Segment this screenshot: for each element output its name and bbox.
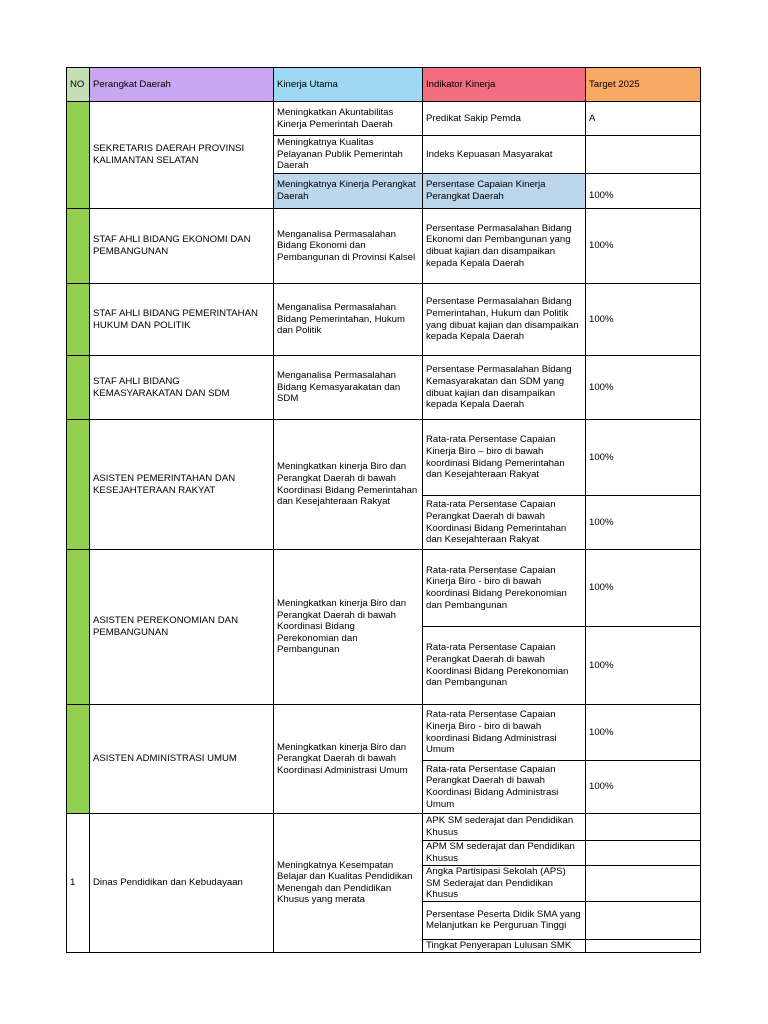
indikator-kinerja-cell: Indeks Kepuasan Masyarakat (423, 136, 586, 174)
row-number-cell (67, 209, 90, 284)
row-number-cell (67, 102, 90, 209)
target-cell: 100% (586, 761, 701, 814)
target-cell (586, 841, 701, 866)
row-number-cell: 1 (67, 814, 90, 953)
indikator-kinerja-cell: Angka Partisipasi Sekolah (APS) SM Sederajat dan Pendidikan Khusus (423, 866, 586, 902)
target-cell (586, 136, 701, 174)
indikator-kinerja-cell: Rata-rata Persentase Capaian Perangkat Daerah di bawah Koordinasi Bidang Administrasi Umum (423, 761, 586, 814)
perangkat-daerah-cell: SEKRETARIS DAERAH PROVINSI KALIMANTAN SELATAN (90, 102, 274, 209)
kinerja-utama-cell: Meningkatkan kinerja Biro dan Perangkat Daerah di bawah Koordinasi Bidang Perekonomian dan Pembangunan (274, 550, 423, 705)
table-row (67, 209, 701, 284)
indikator-kinerja-cell: Persentase Permasalahan Bidang Pemerintahan, Hukum dan Politik yang dibuat kajian dan disampaikan kepada Kepala Daerah (423, 284, 586, 356)
kinerja-utama-cell: Meningkatnya Kinerja Perangkat Daerah (274, 174, 423, 209)
table-row (67, 814, 701, 841)
table-row (67, 284, 701, 356)
target-cell: 100% (586, 627, 701, 705)
row-number-cell (67, 284, 90, 356)
target-cell: 100% (586, 174, 701, 209)
indikator-kinerja-cell: APM SM sederajat dan Pendidikan Khusus (423, 841, 586, 866)
indikator-kinerja-cell: Rata-rata Persentase Capaian Perangkat Daerah di bawah Koordinasi Bidang Pemerintahan dan Kesejahteraan Rakyat (423, 496, 586, 550)
target-cell (586, 866, 701, 902)
indikator-kinerja-cell: Predikat Sakip Pemda (423, 102, 586, 136)
indikator-kinerja-cell: Rata-rata Persentase Capaian Kinerja Biro - biro di bawah koordinasi Bidang Perekonomian dan Pembangunan (423, 550, 586, 627)
table-row (67, 705, 701, 761)
target-cell: 100% (586, 209, 701, 284)
target-cell (586, 814, 701, 841)
indikator-kinerja-cell: Rata-rata Persentase Capaian Kinerja Biro - biro di bawah koordinasi Bidang Administrasi Umum (423, 705, 586, 761)
indikator-kinerja-cell: Rata-rata Persentase Capaian Kinerja Biro – biro di bawah koordinasi Bidang Pemerintahan dan Kesejahteraan Rakyat (423, 420, 586, 496)
table-header-row (67, 68, 701, 102)
perangkat-daerah-cell: ASISTEN PEMERINTAHAN DAN KESEJAHTERAAN RAKYAT (90, 420, 274, 550)
perangkat-daerah-cell: Dinas Pendidikan dan Kebudayaan (90, 814, 274, 953)
kinerja-utama-cell: Meningkatkan Akuntabilitas Kinerja Pemerintah Daerah (274, 102, 423, 136)
row-number-cell (67, 420, 90, 550)
target-cell (586, 901, 701, 939)
table-row (67, 550, 701, 627)
table-row (67, 356, 701, 420)
indikator-kinerja-cell: Rata-rata Persentase Capaian Perangkat Daerah di bawah Koordinasi Bidang Perekonomian dan Pembangunan (423, 627, 586, 705)
perangkat-daerah-cell: STAF AHLI BIDANG KEMASYARAKATAN DAN SDM (90, 356, 274, 420)
target-cell: 100% (586, 496, 701, 550)
indikator-kinerja-cell: APK SM sederajat dan Pendidikan Khusus (423, 814, 586, 841)
header-indikator-kinerja: Indikator Kinerja (423, 68, 586, 102)
row-number-cell (67, 705, 90, 814)
indikator-kinerja-cell: Persentase Permasalahan Bidang Ekonomi dan Pembangunan yang dibuat kajian dan disampaikan kepada Kepala Daerah (423, 209, 586, 284)
header-no: NO (67, 68, 90, 102)
indikator-kinerja-cell: Persentase Peserta Didik SMA yang Melanjutkan ke Perguruan Tinggi (423, 901, 586, 939)
header-perangkat-daerah: Perangkat Daerah (90, 68, 274, 102)
kinerja-utama-cell: Menganalisa Permasalahan Bidang Pemerintahan, Hukum dan Politik (274, 284, 423, 356)
perangkat-daerah-cell: ASISTEN ADMINISTRASI UMUM (90, 705, 274, 814)
header-kinerja-utama: Kinerja Utama (274, 68, 423, 102)
indikator-kinerja-cell: Tingkat Penyerapan Lulusan SMK (423, 939, 586, 952)
target-cell: 100% (586, 705, 701, 761)
kinerja-utama-cell: Meningkatnya Kualitas Pelayanan Publik Pemerintah Daerah (274, 136, 423, 174)
kinerja-utama-cell: Menganalisa Permasalahan Bidang Kemasyarakatan dan SDM (274, 356, 423, 420)
table-row (67, 420, 701, 496)
target-cell (586, 939, 701, 952)
kinerja-table (66, 67, 701, 953)
target-cell: 100% (586, 420, 701, 496)
kinerja-utama-cell: Meningkatnya Kesempatan Belajar dan Kualitas Pendidikan Menengah dan Pendidikan Khusus yang merata (274, 814, 423, 953)
perangkat-daerah-cell: STAF AHLI BIDANG PEMERINTAHAN HUKUM DAN POLITIK (90, 284, 274, 356)
kinerja-utama-cell: Meningkatkan kinerja Biro dan Perangkat Daerah di bawah Koordinasi Administrasi Umum (274, 705, 423, 814)
target-cell: 100% (586, 284, 701, 356)
header-target-2025: Target 2025 (586, 68, 701, 102)
kinerja-utama-cell: Meningkatkan kinerja Biro dan Perangkat Daerah di bawah Koordinasi Bidang Pemerintahan dan Kesejahteraan Rakyat (274, 420, 423, 550)
target-cell: 100% (586, 356, 701, 420)
row-number-cell (67, 356, 90, 420)
target-cell: 100% (586, 550, 701, 627)
row-number-cell (67, 550, 90, 705)
perangkat-daerah-cell: ASISTEN PEREKONOMIAN DAN PEMBANGUNAN (90, 550, 274, 705)
indikator-kinerja-cell: Persentase Capaian Kinerja Perangkat Daerah (423, 174, 586, 209)
indikator-kinerja-cell: Persentase Permasalahan Bidang Kemasyarakatan dan SDM yang dibuat kajian dan disampaikan kepada Kepala Daerah (423, 356, 586, 420)
target-cell: A (586, 102, 701, 136)
kinerja-utama-cell: Menganalisa Permasalahan Bidang Ekonomi dan Pembangunan di Provinsi Kalsel (274, 209, 423, 284)
perangkat-daerah-cell: STAF AHLI BIDANG EKONOMI DAN PEMBANGUNAN (90, 209, 274, 284)
table-row (67, 102, 701, 136)
